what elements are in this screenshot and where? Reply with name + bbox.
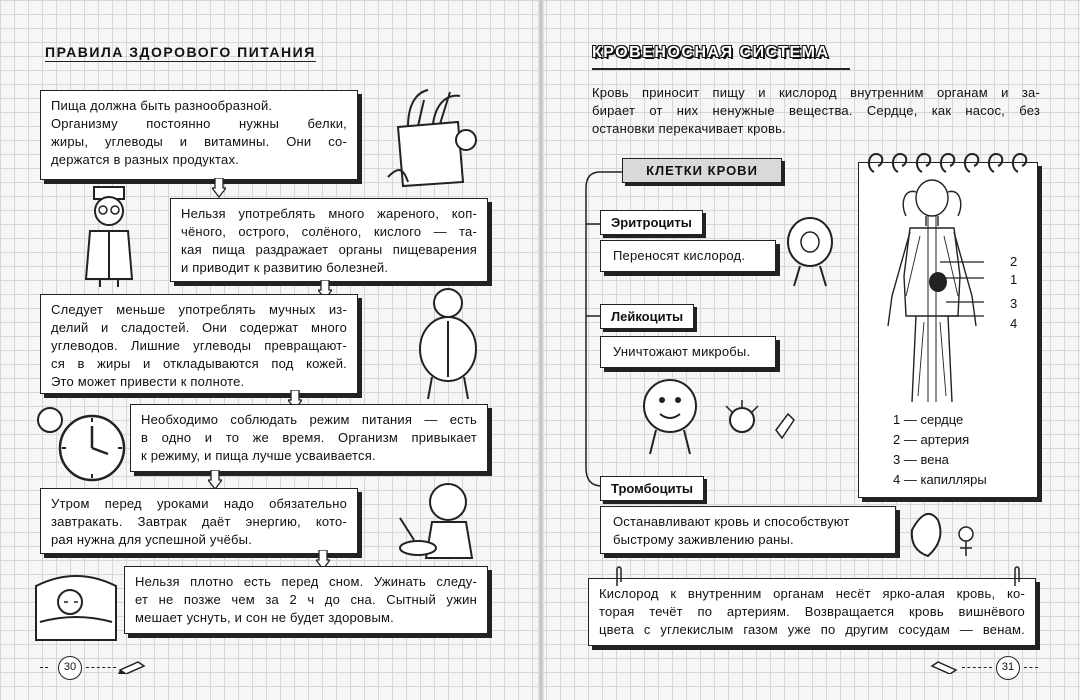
clock-illustration: [30, 402, 126, 486]
rule-line: и приводит к развитию болезней.: [181, 260, 389, 275]
left-page-title: ПРАВИЛА ЗДОРОВОГО ПИТАНИЯ: [45, 44, 316, 60]
erythrocyte-character-illustration: [780, 212, 840, 290]
diagram-marker: 3: [1010, 296, 1018, 311]
cell-desc-text: Останавливают кровь и способствуют: [613, 514, 850, 529]
oxygen-info-line: Кислород к внутренним органам несёт ярко-алая кровь, ко-: [599, 586, 1025, 601]
rule-line: углеводов. Лишние углеводы превращают-: [51, 338, 347, 353]
sleeping-child-illustration: [30, 566, 122, 646]
rule-line: жиры, углеводы и витамины. Они со-: [51, 134, 347, 149]
legend-item: 1 — сердце: [893, 412, 964, 427]
intro-line: бирает от них ненужные вещества. Сердце, как насос, без: [592, 103, 1040, 118]
intro-paragraph: [592, 84, 1040, 138]
rule-line: к режиму, и пища лучше усваивается.: [141, 448, 376, 463]
legend-label: сердце: [920, 412, 964, 427]
rule-line: чёного, острого, солёного, кислого — та-: [181, 224, 477, 239]
rule-line: завтракать. Завтрак даёт энергию, кото-: [51, 514, 347, 529]
oxygen-info-line: цвета с углекислым газом уже по другим сосудам — венам.: [599, 622, 1025, 637]
breakfast-boy-illustration: [396, 478, 488, 564]
cell-desc-platelets: [600, 506, 896, 554]
book-spine: [538, 0, 544, 700]
rule-box-1: [40, 90, 358, 180]
rule-line: мешает уснуть, и сон не будет здоровым.: [135, 610, 394, 625]
rule-line: Необходимо соблюдать режим питания — есть: [141, 412, 477, 427]
grocery-bag-illustration: [378, 82, 488, 192]
oxygen-info-line: торая течёт по артериям. Возвращается кровь вишнёвого: [599, 604, 1025, 619]
leukocyte-characters-illustration: [630, 370, 800, 462]
cell-desc-text: Уничтожают микробы.: [613, 344, 751, 359]
human-circulatory-system-diagram: [880, 176, 984, 408]
rule-line: Пища должна быть разнообразной.: [51, 98, 273, 113]
doctor-illustration: [70, 183, 148, 288]
footer-dashed-line: [86, 667, 116, 668]
page-number-left: 30: [58, 656, 82, 680]
rule-box-2: [170, 198, 488, 282]
legend-number: 2: [893, 432, 901, 447]
rule-line: в одно и то же время. Организм привыкает: [141, 430, 477, 445]
title-underline: [592, 68, 850, 70]
pencil-icon: [930, 660, 958, 674]
platelet-characters-illustration: [902, 500, 982, 562]
rule-line: кая пища раздражает органы пищеварения: [181, 242, 477, 257]
cell-desc-erythrocytes: [600, 240, 776, 272]
cells-header: КЛЕТКИ КРОВИ: [622, 158, 782, 183]
diagram-marker: 4: [1010, 316, 1018, 331]
intro-line: остановки перекачивает кровь.: [592, 121, 786, 136]
footer-dashed-line: [1024, 667, 1038, 668]
rule-line: Нельзя употреблять много жареного, коп-: [181, 206, 477, 221]
legend-item: 3 — вена: [893, 452, 949, 467]
cell-desc-text: быстрому заживлению раны.: [613, 532, 794, 547]
cell-name-platelets: Тромбоциты: [600, 476, 704, 501]
rule-box-4: [130, 404, 488, 472]
rule-box-6: [124, 566, 488, 634]
cell-name-erythrocytes: Эритроциты: [600, 210, 703, 235]
rule-line: Организму постоянно нужны белки,: [51, 116, 347, 131]
paperclip-icon: [1010, 566, 1020, 588]
notebook-spiral-rings: [862, 150, 1034, 176]
page-number-right: 31: [996, 656, 1020, 680]
right-page-title: КРОВЕНОСНАЯ СИСТЕМА: [592, 44, 830, 61]
rule-box-5: [40, 488, 358, 554]
arrow-down-icon: [208, 470, 222, 490]
rule-line: Утром перед уроками надо обязательно: [51, 496, 347, 511]
legend-item: 2 — артерия: [893, 432, 970, 447]
legend-number: 3: [893, 452, 901, 467]
cell-name-leukocytes: Лейкоциты: [600, 304, 694, 329]
arrow-down-icon: [212, 178, 226, 198]
intro-line: Кровь приносит пищу и кислород внутренним органам и за-: [592, 85, 1040, 100]
rule-line: ет не позже чем за 2 ч до сна. Сытный ужин: [135, 592, 477, 607]
diagram-marker: 2: [1010, 254, 1018, 269]
legend-label: артерия: [920, 432, 970, 447]
rule-line: делий и сладостей. Они содержат много: [51, 320, 347, 335]
legend-label: капилляры: [920, 472, 987, 487]
footer-dashed-line: [962, 667, 992, 668]
diagram-legend: [893, 410, 987, 490]
footer-dashed-line: [40, 667, 48, 668]
rule-line: Это может привести к полноте.: [51, 374, 245, 389]
legend-number: 4: [893, 472, 901, 487]
legend-number: 1: [893, 412, 901, 427]
diagram-marker: 1: [1010, 272, 1018, 287]
legend-item: 4 — капилляры: [893, 472, 987, 487]
legend-label: вена: [920, 452, 949, 467]
rule-line: ся в жиры и откладываются под кожей.: [51, 356, 347, 371]
overweight-man-illustration: [410, 285, 484, 403]
rule-box-3: [40, 294, 358, 394]
oxygen-info-box: [588, 578, 1036, 646]
rule-line: Нельзя плотно есть перед сном. Ужинать следу-: [135, 574, 477, 589]
rule-line: рая нужна для успешной учёбы.: [51, 532, 253, 547]
rule-line: Следует меньше употреблять мучных из-: [51, 302, 347, 317]
paperclip-icon: [612, 566, 622, 588]
rule-line: держатся в разных продуктах.: [51, 152, 239, 167]
cell-desc-text: Переносят кислород.: [613, 248, 746, 263]
cell-desc-leukocytes: [600, 336, 776, 368]
pencil-icon: [118, 660, 146, 674]
